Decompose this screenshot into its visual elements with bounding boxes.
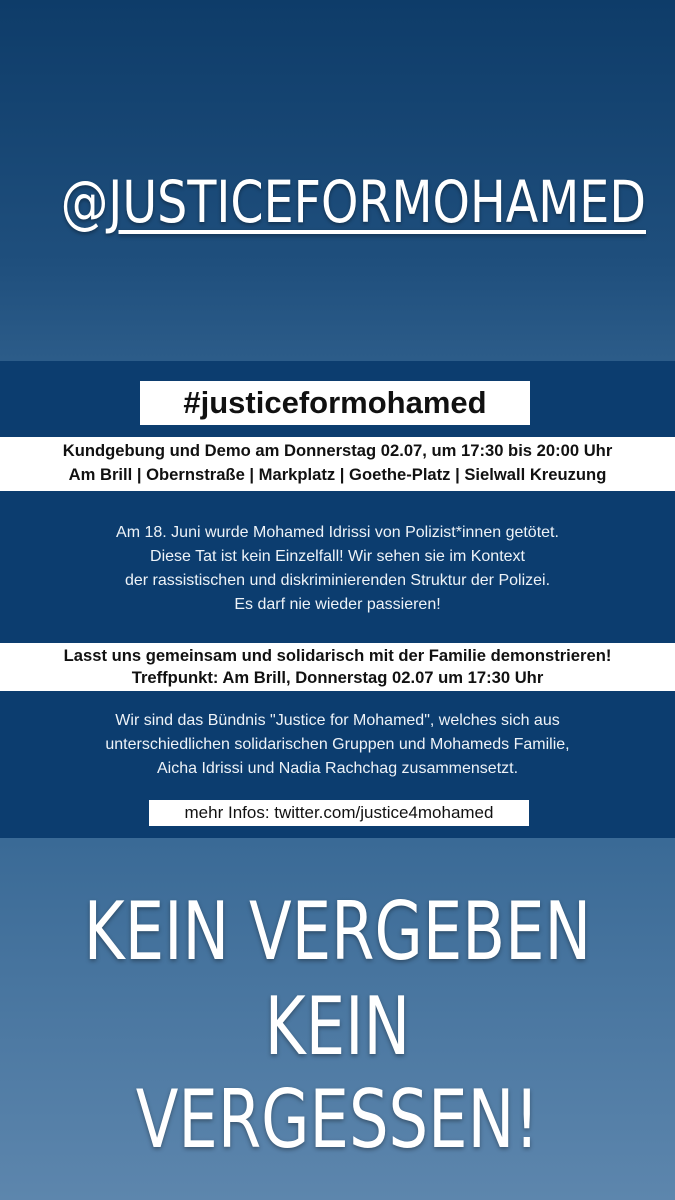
- event-route-line: Am Brill | Obernstraße | Markplatz | Goethe-Platz | Sielwall Kreuzung: [68, 465, 607, 484]
- alliance-line: Aicha Idrissi und Nadia Rachchag zusammensetzt.: [156, 760, 519, 777]
- slogan-line-1: KEIN VERGEBEN: [83, 885, 592, 978]
- statement-paragraph: [0, 521, 675, 617]
- event-details-band: [0, 437, 675, 491]
- meeting-point-line: Treffpunkt: Am Brill, Donnerstag 02.07 um 17:30 Uhr: [131, 668, 544, 687]
- alliance-line: Wir sind das Bündnis "Justice for Mohamed", welches sich aus: [115, 712, 560, 729]
- handle-at-sign: @: [60, 168, 109, 236]
- info-link[interactable]: mehr Infos: twitter.com/justice4mohamed: [149, 800, 529, 826]
- handle-name: JUSTICEFORMOHAMED: [108, 168, 646, 236]
- alliance-line: unterschiedlichen solidarischen Gruppen und Mohameds Familie,: [105, 736, 570, 753]
- call-to-action-band: [0, 643, 675, 691]
- call-line: Lasst uns gemeinsam und solidarisch mit der Familie demonstrieren!: [63, 646, 612, 665]
- slogan-line-2: KEIN VERGESSEN!: [135, 980, 540, 1166]
- statement-line: Diese Tat ist kein Einzelfall! Wir sehen sie im Kontext: [150, 548, 525, 565]
- statement-line: Es darf nie wieder passieren!: [234, 596, 441, 613]
- event-date-line: Kundgebung und Demo am Donnerstag 02.07, um 17:30 bis 20:00 Uhr: [62, 441, 613, 460]
- statement-line: Am 18. Juni wurde Mohamed Idrissi von Polizist*innen getötet.: [116, 524, 559, 541]
- hashtag-title: #justiceformohamed: [140, 381, 530, 425]
- statement-line: der rassistischen und diskriminierenden Struktur der Polizei.: [124, 572, 551, 589]
- instagram-handle[interactable]: [60, 168, 646, 236]
- alliance-paragraph: [0, 709, 675, 781]
- demo-poster: [0, 361, 675, 838]
